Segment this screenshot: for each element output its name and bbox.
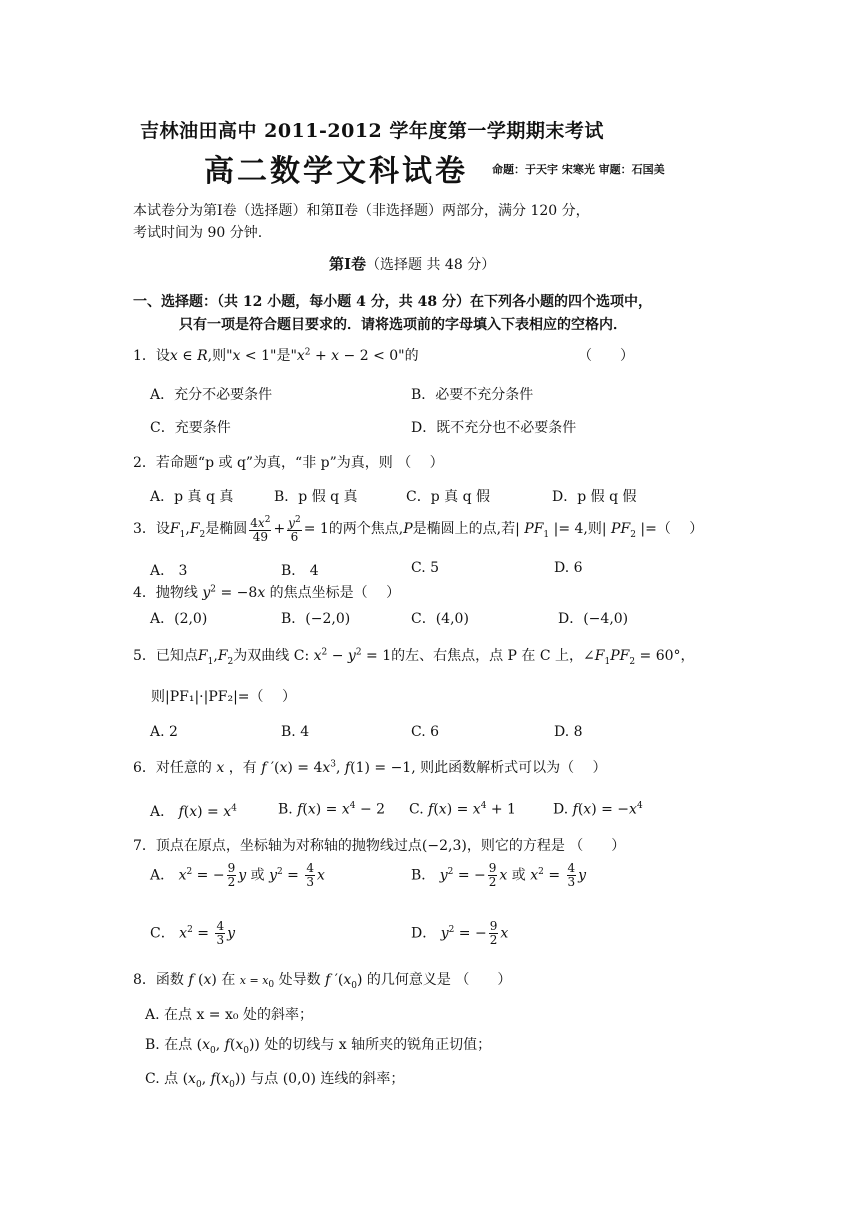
q5-stem-a: 已知点: [155, 648, 198, 664]
q5-option-d: D. 8: [554, 724, 583, 740]
q6-option-b-label: B.: [278, 801, 293, 818]
q5-option-a: A. 2: [150, 724, 178, 740]
q7-option-a-label: A．: [150, 867, 175, 884]
q7-option-b: B． $y^2$ = − $\frac{9}{2}$ x 或 $x^2$ = $\frac{4}{3}$ y: [411, 861, 587, 889]
q3-number: 3．: [133, 521, 156, 537]
q6-stem-b: ，有: [228, 760, 257, 776]
q7-number: 7．: [133, 838, 156, 854]
q8-stem-b: 在: [221, 972, 236, 988]
q8-option-b-text-b: 处的切线与 x 轴所夹的锐角正切值；: [264, 1037, 492, 1053]
q1-stem-c: "是": [270, 348, 297, 364]
q5-option-b: B. 4: [281, 724, 310, 740]
q6-option-d-label: D.: [553, 801, 569, 818]
q6-option-d: D. $f(x) = -x^4$: [553, 801, 643, 818]
q2-option-d: D．p 假 q 假: [552, 489, 637, 505]
q1-option-a: A．充分不必要条件: [150, 387, 273, 403]
q4-option-a: A．(2,0): [150, 611, 208, 627]
q3-stem-e: ,则: [583, 521, 602, 537]
q3-stem-c: 的两个焦点,: [328, 521, 404, 537]
q8-option-a: A. 在点 x = x₀ 处的斜率；: [145, 1007, 313, 1023]
q4-number: 4．: [133, 585, 156, 601]
q8-number: 8．: [133, 972, 156, 988]
q3-fraction-1: $\frac{4x^2}{49}$: [250, 515, 271, 544]
q8-option-c-text-a: C. 点: [145, 1071, 179, 1087]
q3-stem-a: 设: [155, 521, 170, 537]
q3-stem-b: 是椭圆: [205, 521, 248, 537]
q2-option-b: B．p 假 q 真: [274, 489, 358, 505]
exam-title: 高二数学文科试卷: [204, 154, 468, 189]
q3-fraction-2: $\frac{y^2}{6}$: [288, 515, 301, 544]
q6-option-c-label: C.: [409, 801, 424, 818]
question-7: [133, 835, 625, 855]
q4-option-b: B．(−2,0): [281, 611, 351, 627]
question-4: 4．抛物线 $y^2 = -8x$ 的焦点坐标是（ ）: [133, 584, 401, 601]
q8-option-b: B. 在点 ($x_0$, $f(x_0)$) 处的切线与 x 轴所夹的锐角正切值；: [145, 1037, 492, 1056]
q7-option-c-label: C．: [150, 925, 175, 942]
q1-answer-paren: （ ）: [578, 348, 634, 364]
q6-stem-a: 对任意的: [155, 760, 212, 776]
q8-stem-d: 的几何意义是 （ ）: [366, 972, 512, 988]
q4-option-c: C．(4,0): [411, 611, 469, 627]
q1-option-c: C．充要条件: [150, 420, 231, 436]
q8-option-c-text-b: 与点: [250, 1071, 279, 1087]
question-8: 8．函数 f (x) 在 $x = x_0$ 处导数 f $'(x_0)$ 的几何意义是 （ ）: [133, 972, 512, 991]
q7-or-a: 或: [250, 867, 265, 884]
q2-option-a: A．p 真 q 真: [150, 489, 234, 505]
q8-option-c-text-c: 连线的斜率；: [320, 1071, 405, 1087]
q7-option-b-label: B．: [411, 867, 436, 884]
q1-stem-b: 则": [212, 348, 233, 364]
q5-stem-c: 的左、右焦点，点 P 在 C 上，: [391, 648, 584, 664]
exam-credits: 命题：于天宇 宋寒光 审题：石国美: [492, 163, 665, 176]
q3-answer-paren: （ ）: [656, 521, 704, 537]
part-1-note: （选择题 共 48 分）: [366, 257, 496, 273]
intro-line-2: 考试时间为 90 分钟.: [133, 225, 263, 241]
q8-option-c: C. 点 ($x_0$, $f(x_0)$) 与点 (0,0) 连线的斜率；: [145, 1071, 405, 1090]
question-2: [133, 452, 444, 472]
q3-stem-d: 是椭圆上的点,若: [412, 521, 516, 537]
q1-option-b: B．必要不充分条件: [411, 387, 534, 403]
q1-option-d: D．既不充分也不必要条件: [411, 420, 577, 436]
q1-stem-d: "的: [398, 348, 419, 364]
section-1-label: 一、选择题：: [133, 294, 217, 310]
q1-number: 1．: [133, 348, 156, 364]
q7-option-c: C． $x^2$ = $\frac{4}{3}$ y: [150, 919, 236, 947]
q2-number: 2．: [133, 455, 156, 471]
q8-stem-c: 处导数: [278, 972, 321, 988]
section-1-desc-2: 只有一项是符合题目要求的．请将选项前的字母填入下表相应的空格内．: [179, 317, 627, 333]
section-1-heading: [133, 291, 652, 311]
q3-option-d: D. 6: [554, 560, 583, 576]
q5-number: 5．: [133, 648, 156, 664]
q7-option-d: D． $y^2$ = − $\frac{9}{2}$ x: [411, 919, 509, 947]
q5-stem-b: 为双曲线: [233, 648, 290, 664]
q6-option-b: B. $f(x) = x^4 - 2$: [278, 801, 386, 818]
q4-option-d: D．(−4,0): [558, 611, 629, 627]
question-5: 5．已知点$F_1,F_2$为双曲线 C: $x^2 - y^2 = 1$的左、右焦点，点 P 在 C 上，$\angle F_1PF_2 = 60^\circ$，: [133, 647, 695, 667]
q2-stem: 若命题“p 或 q”为真，“非 p”为真，则 （ ）: [155, 455, 444, 471]
q3-option-b: B． 4: [281, 563, 319, 579]
q5-option-c: C. 6: [411, 724, 440, 740]
q2-option-c: C．p 真 q 假: [406, 489, 490, 505]
question-3: 3．设$F_1,F_2$是椭圆 $\frac{4x^2}{49}$ + $\frac{y^2}{6}$ = 1的两个焦点,P是椭圆上的点,若| $PF_1$ |= 4,则| $PF_2$ |=（ ）: [133, 515, 704, 544]
q6-option-a: A． $f(x) = x^4$: [150, 803, 237, 820]
q4-stem-b: 的焦点坐标是（ ）: [269, 585, 401, 601]
q7-or-b: 或: [511, 867, 526, 884]
q8-stem-a: 函数: [155, 972, 184, 988]
q6-option-a-label: A．: [150, 804, 175, 820]
q3-option-a: A． 3: [150, 563, 188, 579]
intro-line-1: 本试卷分为第Ⅰ卷（选择题）和第Ⅱ卷（非选择题）两部分，满分 120 分，: [133, 203, 590, 219]
section-1-desc: （共 12 小题，每小题 4 分，共 48 分）在下列各小题的四个选项中，: [217, 294, 652, 310]
question-1: 1．设x ∈ R,则"x < 1"是"$x^2 + x - 2 < 0$"的: [133, 347, 419, 364]
q6-option-c: C. $f(x) = x^4 + 1$: [409, 801, 516, 818]
q7-option-d-label: D．: [411, 925, 437, 942]
q1-stem: 设: [155, 348, 170, 364]
q4-stem-a: 抛物线: [155, 585, 198, 601]
part-1-heading: [329, 253, 495, 274]
q6-stem-c: 则此函数解析式可以为（ ）: [420, 760, 607, 776]
q3-option-c: C. 5: [411, 560, 440, 576]
question-6: 6．对任意的 x ，有 f $'(x) = 4x^3$, f(1) = −1, 则此函数解析式可以为（ ）: [133, 759, 607, 776]
part-1-title: 第Ⅰ卷: [329, 255, 367, 273]
school-exam-line: 吉林油田高中 2011-2012 学年度第一学期期末考试: [140, 120, 604, 142]
q7-stem: 顶点在原点，坐标轴为对称轴的抛物线过点(−2,3)，则它的方程是 （ ）: [155, 838, 626, 854]
q6-number: 6．: [133, 760, 156, 776]
q7-option-a: A． $x^2$ = − $\frac{9}{2}$ y 或 $y^2$ = $\frac{4}{3}$ x: [150, 861, 325, 889]
q5-line-2: 则|PF₁|·|PF₂|=（ ）: [151, 689, 296, 705]
q8-option-b-text-a: B. 在点: [145, 1037, 193, 1053]
